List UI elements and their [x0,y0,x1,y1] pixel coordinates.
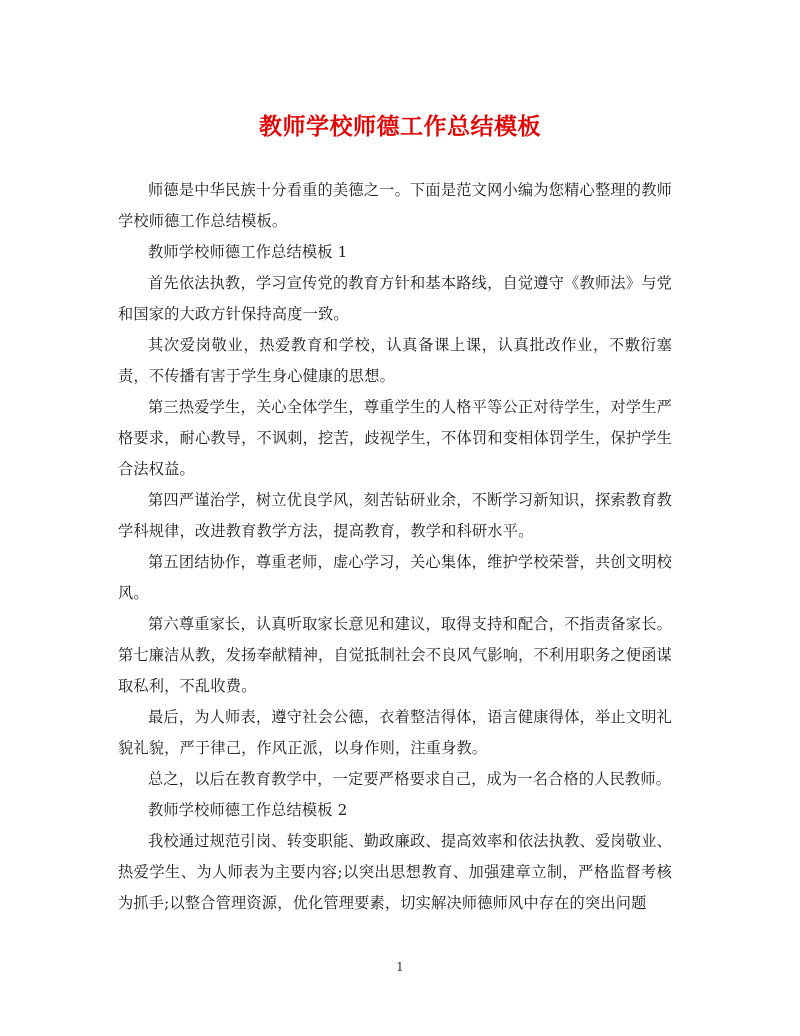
paragraph: 最后，为人师表，遵守社会公德，衣着整洁得体，语言健康得体，举止文明礼貌礼貌，严于律己，作风正派，以身作则，注重身教。 [118,708,672,757]
paragraph: 第六尊重家长，认真听取家长意见和建议，取得支持和配合，不指责备家长。第七廉洁从教，发扬奉献精神，自觉抵制社会不良风气影响，不利用职务之便函谋取私利，不乱收费。 [118,615,672,695]
paragraph: 我校通过规范引岗、转变职能、勤政廉政、提高效率和依法执教、爱岗敬业、热爱学生、为人师表为主要内容;以突出思想教育、加强建章立制，严格监督考核为抓手;以整合管理资源，优化管理要素，切实解决师德师风中存在的突出问题 [118,832,672,912]
paragraph: 第五团结协作，尊重老师，虚心学习，关心集体，维护学校荣誉，共创文明校风。 [118,553,672,602]
paragraph: 第四严谨治学，树立优良学风，刻苦钻研业余，不断学习新知识，探索教育教学科规律，改进教育教学方法，提高教育，教学和科研水平。 [118,491,672,540]
paragraph: 第三热爱学生，关心全体学生，尊重学生的人格平等公正对待学生，对学生严格要求，耐心教导，不讽刺，挖苦，歧视学生，不体罚和变相体罚学生，保护学生合法权益。 [118,398,672,478]
paragraph: 总之，以后在教育教学中，一定要严格要求自己，成为一名合格的人民教师。 [148,770,672,788]
section-heading-2: 教师学校师德工作总结模板 2 [148,801,348,819]
paragraph-intro: 师德是中华民族十分看重的美德之一。下面是范文网小编为您精心整理的教师学校师德工作总结模板。 [118,181,672,230]
section-heading-1: 教师学校师德工作总结模板 1 [148,243,348,261]
paragraph: 首先依法执教，学习宣传党的教育方针和基本路线，自觉遵守《教师法》与党和国家的大政方针保持高度一致。 [118,274,672,323]
paragraph: 其次爱岗敬业，热爱教育和学校，认真备课上课，认真批改作业，不敷衍塞责，不传播有害于学生身心健康的思想。 [118,336,672,385]
document-title: 教师学校师德工作总结模板 [259,113,541,140]
page-number: 1 [396,960,404,974]
document-body [118,175,672,919]
